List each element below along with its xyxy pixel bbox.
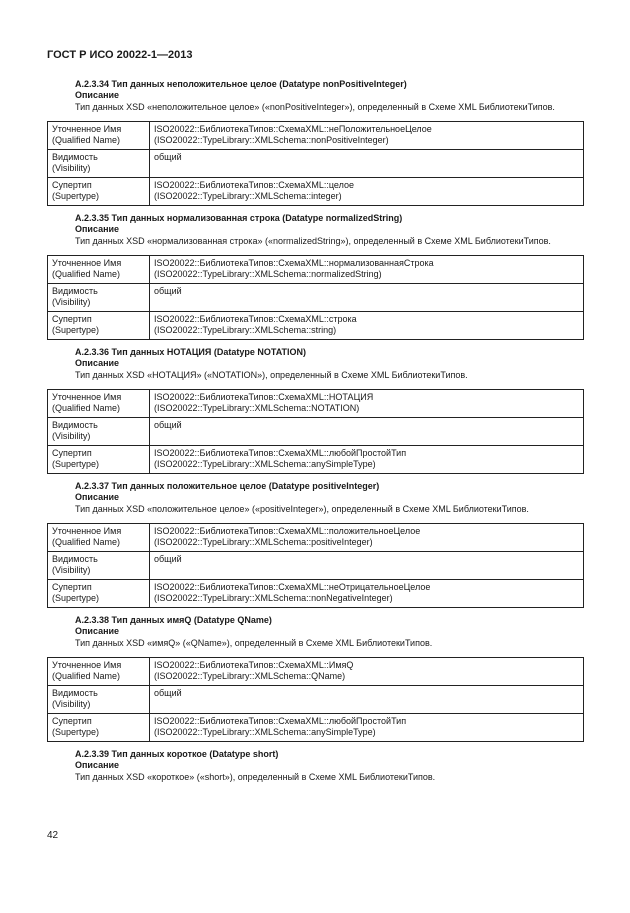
table-row: [48, 312, 584, 340]
attribute-table: [47, 255, 584, 340]
table-value-cell: ISO20022::БиблиотекаТипов::СхемаXML::целое (ISO20022::TypeLibrary::XMLSchema::integer): [150, 178, 584, 206]
section-subtitle: Описание: [75, 492, 120, 502]
table-key-cell: Видимость (Visibility): [48, 284, 150, 312]
table-value-cell: ISO20022::БиблиотекаТипов::СхемаXML::любойПростойТип (ISO20022::TypeLibrary::XMLSchema::anySimpleType): [150, 446, 584, 474]
table-value-cell: общий: [150, 686, 584, 714]
section-description: Тип данных XSD «НОТАЦИЯ» («NOTATION»), определенный в Схеме XML БиблиотекиТипов.: [75, 370, 468, 380]
section-description: Тип данных XSD «нормализованная строка» («normalizedString»), определенный в Схеме XML БиблиотекиТипов.: [75, 236, 551, 246]
table-value-cell: общий: [150, 552, 584, 580]
section-a-2-3-35: [47, 212, 584, 340]
table-value-cell: общий: [150, 150, 584, 178]
table-value-cell: ISO20022::БиблиотекаТипов::СхемаXML::неОтрицательноеЦелое (ISO20022::TypeLibrary::XMLSchema::nonNegativeInteger): [150, 580, 584, 608]
section-description: Тип данных XSD «имяQ» («QName»), определенный в Схеме XML БиблиотекиТипов.: [75, 638, 433, 648]
table-key-cell: Видимость (Visibility): [48, 418, 150, 446]
table-key-cell: Супертип (Supertype): [48, 714, 150, 742]
table-row: [48, 178, 584, 206]
table-row: [48, 390, 584, 418]
table-value-cell: ISO20022::БиблиотекаТипов::СхемаXML::строка (ISO20022::TypeLibrary::XMLSchema::string): [150, 312, 584, 340]
table-row: [48, 122, 584, 150]
section-a-2-3-34: [47, 78, 584, 206]
table-row: [48, 284, 584, 312]
table-key-cell: Уточненное Имя (Qualified Name): [48, 390, 150, 418]
table-key-cell: Видимость (Visibility): [48, 552, 150, 580]
section-title: А.2.3.35 Тип данных нормализованная строка (Datatype normalizedString): [75, 213, 403, 223]
attribute-table: [47, 523, 584, 608]
table-key-cell: Видимость (Visibility): [48, 150, 150, 178]
table-key-cell: Супертип (Supertype): [48, 580, 150, 608]
section-subtitle: Описание: [75, 90, 120, 100]
section-title: А.2.3.38 Тип данных имяQ (Datatype QName): [75, 615, 272, 625]
section-subtitle: Описание: [75, 626, 120, 636]
table-row: [48, 658, 584, 686]
section-title: А.2.3.39 Тип данных короткое (Datatype short): [75, 749, 279, 759]
table-value-cell: ISO20022::БиблиотекаТипов::СхемаXML::нормализованнаяСтрока (ISO20022::TypeLibrary::XMLSchema::normalizedString): [150, 256, 584, 284]
section-description: Тип данных XSD «короткое» («short»), определенный в Схеме XML БиблиотекиТипов.: [75, 772, 436, 782]
table-value-cell: общий: [150, 418, 584, 446]
attribute-table: [47, 389, 584, 474]
page-header: ГОСТ Р ИСО 20022-1—2013: [47, 49, 193, 61]
table-value-cell: ISO20022::БиблиотекаТипов::СхемаXML::любойПростойТип (ISO20022::TypeLibrary::XMLSchema::anySimpleType): [150, 714, 584, 742]
section-subtitle: Описание: [75, 760, 120, 770]
table-key-cell: Уточненное Имя (Qualified Name): [48, 524, 150, 552]
table-value-cell: общий: [150, 284, 584, 312]
table-row: [48, 686, 584, 714]
table-key-cell: Супертип (Supertype): [48, 178, 150, 206]
page-number: 42: [47, 830, 59, 841]
table-key-cell: Уточненное Имя (Qualified Name): [48, 122, 150, 150]
table-row: [48, 580, 584, 608]
table-row: [48, 446, 584, 474]
section-a-2-3-37: [47, 480, 584, 608]
table-row: [48, 524, 584, 552]
section-a-2-3-39: [47, 748, 584, 783]
section-description: Тип данных XSD «неположительное целое» («nonPositiveInteger»), определенный в Схеме XML БиблиотекиТипов.: [75, 102, 555, 112]
table-key-cell: Уточненное Имя (Qualified Name): [48, 256, 150, 284]
document-body: [47, 78, 584, 783]
section-title: А.2.3.34 Тип данных неположительное целое (Datatype nonPositiveInteger): [75, 79, 407, 89]
section-title: А.2.3.37 Тип данных положительное целое (Datatype positiveInteger): [75, 481, 380, 491]
table-key-cell: Уточненное Имя (Qualified Name): [48, 658, 150, 686]
table-row: [48, 150, 584, 178]
table-value-cell: ISO20022::БиблиотекаТипов::СхемаXML::неПоложительноеЦелое (ISO20022::TypeLibrary::XMLSchema::nonPositiveInteger): [150, 122, 584, 150]
section-a-2-3-38: [47, 614, 584, 742]
table-value-cell: ISO20022::БиблиотекаТипов::СхемаXML::положительноеЦелое (ISO20022::TypeLibrary::XMLSchema::positiveInteger): [150, 524, 584, 552]
table-row: [48, 552, 584, 580]
section-description: Тип данных XSD «положительное целое» («positiveInteger»), определенный в Схеме XML БиблиотекиТипов.: [75, 504, 529, 514]
section-title: А.2.3.36 Тип данных НОТАЦИЯ (Datatype NOTATION): [75, 347, 307, 357]
attribute-table: [47, 657, 584, 742]
table-key-cell: Супертип (Supertype): [48, 312, 150, 340]
table-value-cell: ISO20022::БиблиотекаТипов::СхемаXML::НОТАЦИЯ (ISO20022::TypeLibrary::XMLSchema::NOTATION): [150, 390, 584, 418]
table-key-cell: Супертип (Supertype): [48, 446, 150, 474]
attribute-table: [47, 121, 584, 206]
section-a-2-3-36: [47, 346, 584, 474]
section-subtitle: Описание: [75, 224, 120, 234]
table-row: [48, 418, 584, 446]
section-subtitle: Описание: [75, 358, 120, 368]
table-value-cell: ISO20022::БиблиотекаТипов::СхемаXML::ИмяQ (ISO20022::TypeLibrary::XMLSchema::QName): [150, 658, 584, 686]
table-row: [48, 256, 584, 284]
table-key-cell: Видимость (Visibility): [48, 686, 150, 714]
table-row: [48, 714, 584, 742]
